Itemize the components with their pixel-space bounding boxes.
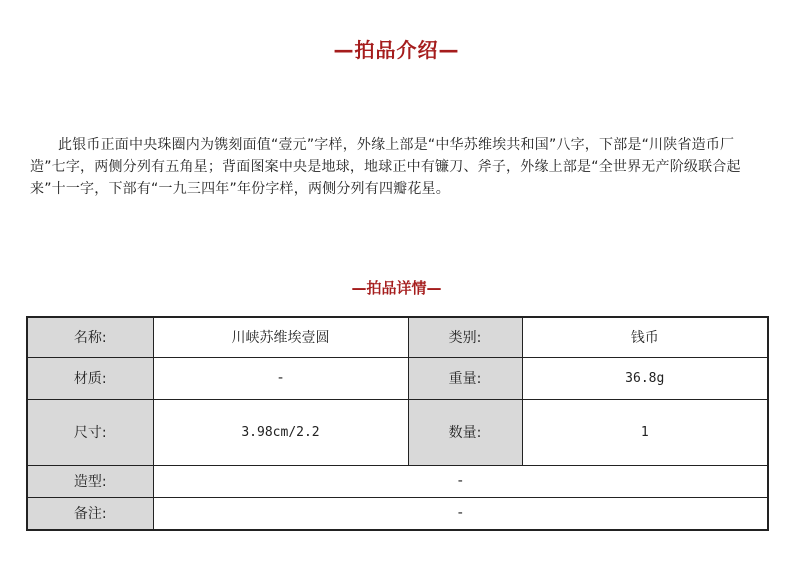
- label-material: 材质:: [27, 357, 153, 399]
- details-table: [26, 316, 769, 531]
- label-name: 名称:: [27, 317, 153, 357]
- table-row-notes: [27, 497, 768, 530]
- value-size: 3.98cm/2.2: [153, 399, 408, 465]
- section-title-intro: —拍品介绍—: [333, 38, 460, 62]
- label-category: 类别:: [408, 317, 522, 357]
- label-quantity: 数量:: [408, 399, 522, 465]
- value-name: 川峡苏维埃壹圆: [153, 317, 408, 357]
- value-category: 钱币: [522, 317, 768, 357]
- table-row-material: [27, 357, 768, 399]
- table-row-name: [27, 317, 768, 357]
- section-title-details: —拍品详情—: [351, 279, 442, 297]
- value-material: -: [153, 357, 408, 399]
- value-weight: 36.8g: [522, 357, 768, 399]
- table-row-size: [27, 399, 768, 465]
- label-weight: 重量:: [408, 357, 522, 399]
- value-shape: -: [153, 465, 768, 497]
- label-notes: 备注:: [27, 497, 153, 530]
- value-notes: -: [153, 497, 768, 530]
- table-row-shape: [27, 465, 768, 497]
- label-size: 尺寸:: [27, 399, 153, 465]
- value-quantity: 1: [522, 399, 768, 465]
- label-shape: 造型:: [27, 465, 153, 497]
- intro-paragraph: 此银币正面中央珠圈内为镌刻面值“壹元”字样，外缘上部是“中华苏维埃共和国”八字，下部是“川陕省造币厂造”七字，两侧分列有五角星；背面图案中央是地球，地球正中有镰刀、斧子，外缘上部是“全世界无产阶级联合起来”十一字，下部有“一九三四年”年份字样，两侧分列有四瓣花星。: [30, 137, 741, 197]
